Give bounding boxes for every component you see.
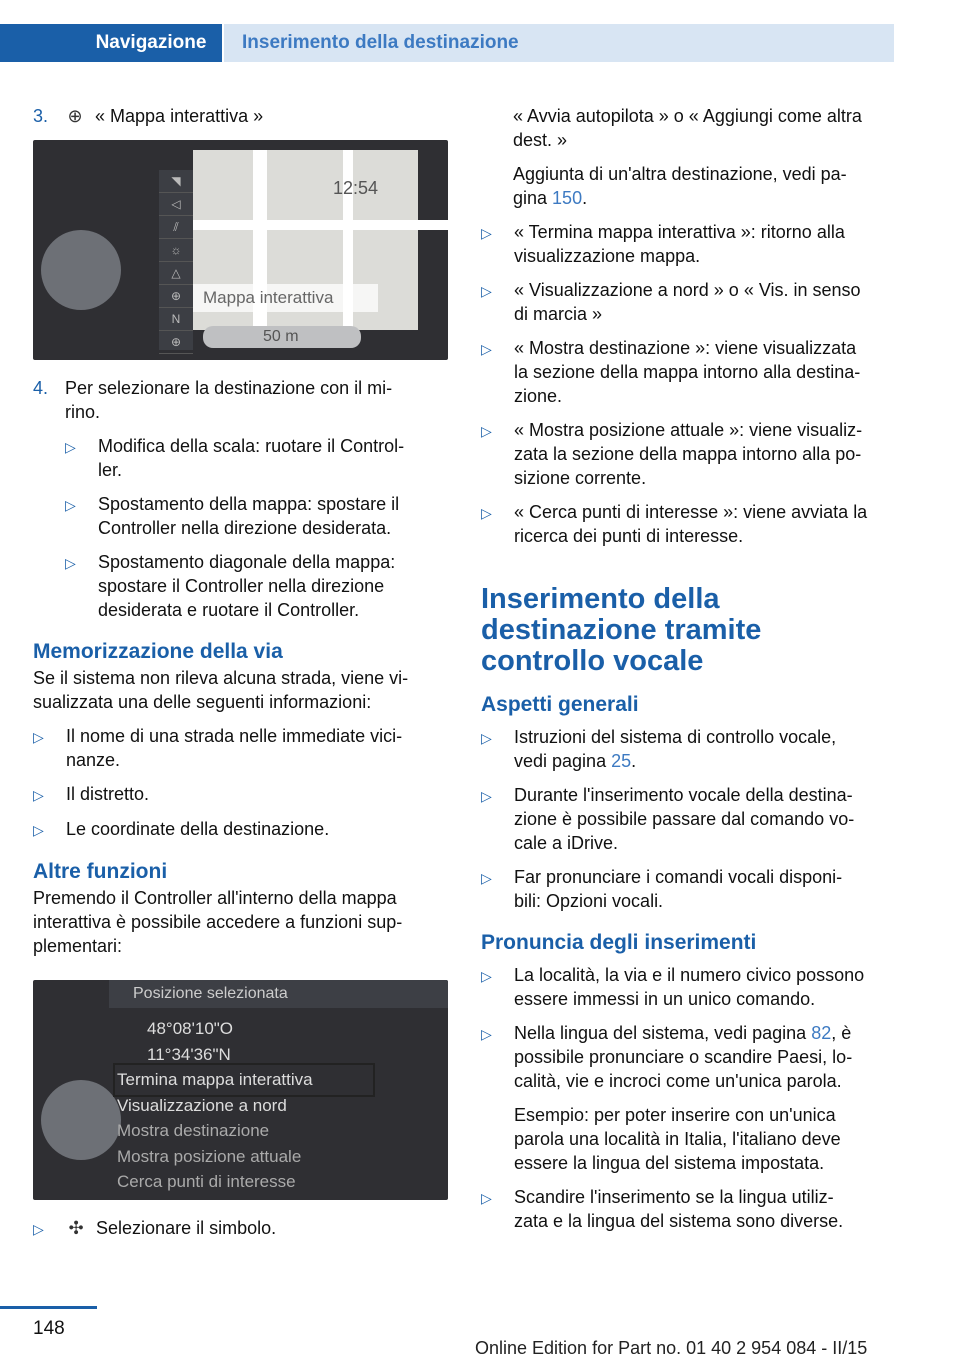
paragraph: Premendo il Controller all'interno della mappa interattiva è possibile accedere a funzioni sup- plementari: <box>33 888 403 956</box>
edition-note: Online Edition for Part no. 01 40 2 954 084 - II/15 <box>475 1338 868 1358</box>
satellite-icon: ✣ <box>68 1218 84 1238</box>
list-item: ▷ Istruzioni del sistema di controllo vocale, vedi pagina 25. <box>481 727 837 771</box>
list-item: ▷ Spostamento diagonale della mappa: spostare il Controller nella direzione desiderata e ruotare il Controller. <box>65 552 396 620</box>
menu-item: Termina mappa interattiva <box>117 1067 371 1093</box>
step-text: Per selezionare la destinazione con il mi- rino. <box>65 378 393 422</box>
section-heading: Memorizzazione della via <box>33 640 283 663</box>
list-item: ▷ Spostamento della mappa: spostare il Controller nella direzione desiderata. <box>65 494 400 538</box>
page-link[interactable]: 150 <box>552 188 583 208</box>
list-item: ▷ « Mostra posizione attuale »: viene visualiz- zata la sezione della mappa intorno alla po- sizione corrente. <box>481 420 863 488</box>
list-item: ▷ Le coordinate della destinazione. <box>33 819 330 839</box>
controller-knob-icon <box>41 230 121 310</box>
step-4 <box>33 376 448 424</box>
page-number: 148 <box>33 1318 65 1339</box>
page-link[interactable]: 82 <box>811 1023 832 1043</box>
step-3 <box>33 104 448 128</box>
clock: 12:54 <box>332 178 378 198</box>
paragraph: Se il sistema non rileva alcuna strada, viene vi- sualizzata una delle seguenti informazioni: <box>33 668 409 712</box>
crosshair-icon: ⊕ <box>67 106 83 126</box>
coordinates: 48°08'10"O 11°34'36"N <box>147 1019 234 1064</box>
page-header <box>0 0 960 62</box>
list-item: ▷ Scandire l'inserimento se la lingua utiliz- zata e la lingua del sistema sono diverse. <box>481 1187 844 1231</box>
list-item: ▷ Il distretto. <box>33 784 150 804</box>
list-item: ▷ « Cerca punti di interesse »: viene avviata la ricerca dei punti di interesse. <box>481 502 868 546</box>
list-item: ▷ Il nome di una strada nelle immediate vici- nanze. <box>33 726 403 770</box>
paragraph: Aggiunta di un'altra destinazione, vedi pa- gina 150. <box>513 164 847 208</box>
controller-knob-icon <box>41 1080 121 1160</box>
list-item: ▷ La località, la via e il numero civico possono essere immessi in un unico comando. <box>481 965 865 1009</box>
list-item: ▷ Far pronunciare i comandi vocali disponi- bili: Opzioni vocali. <box>481 867 843 911</box>
menu-item: Visualizzazione a nord <box>117 1095 287 1115</box>
context-menu <box>117 985 371 1195</box>
section-heading: Aspetti generali <box>481 693 639 716</box>
list-item: ▷ Durante l'inserimento vocale della destina- zione è possibile passare dal comando vo- cale a iDrive. <box>481 785 855 853</box>
list-item: ▷ « Visualizzazione a nord » o « Vis. in senso di marcia » <box>481 280 861 324</box>
map-scale: 50 m <box>203 326 361 348</box>
section-heading: Pronuncia degli inserimenti <box>481 931 757 954</box>
step-number: 4. <box>33 378 49 398</box>
right-column <box>481 104 896 1243</box>
header-subsection: Inserimento della destinazione <box>224 24 894 62</box>
section-heading: Altre funzioni <box>33 860 168 883</box>
menu-item: Cerca punti di interesse <box>117 1172 296 1191</box>
list-item: ▷ Modifica della scala: ruotare il Control- ler. <box>65 436 405 480</box>
header-section: Navigazione <box>80 24 222 62</box>
main-heading: Inserimento della destinazione tramite controllo vocale <box>481 583 762 677</box>
list-item: ▷ ✣ Selezionare il simbolo. <box>33 1218 277 1238</box>
list-item: ▷ « Termina mappa interattiva »: ritorno alla visualizzazione mappa. <box>481 222 845 266</box>
left-column <box>33 104 448 1251</box>
menu-title: Posizione selezionata <box>109 980 448 1008</box>
list-item: ▷ « Mostra destinazione »: viene visualizzata la sezione della mappa intorno alla destina- zione. <box>481 338 861 406</box>
list-item: ▷ Nella lingua del sistema, vedi pagina 82, è possibile pronunciare o scandire Paesi, lo- calità, vie e incroci come un'unica parola. <box>481 1023 853 1091</box>
paragraph: « Avvia autopilota » o « Aggiungi come altra dest. » <box>513 106 862 150</box>
step-number: 3. <box>33 106 49 126</box>
map-caption: Mappa interattiva <box>193 284 378 312</box>
step-text: « Mappa interattiva » <box>95 106 264 126</box>
paragraph: Esempio: per poter inserire con un'unica parola una località in Italia, l'italiano deve essere la lingua del sistema impostata. <box>514 1105 841 1173</box>
map-toolbar: ◥ ◁ ⫽ ☼ △ ⊕ N ⊕ <box>159 170 193 350</box>
page-link[interactable]: 25 <box>611 751 632 771</box>
header-accent <box>0 24 80 62</box>
menu-screenshot <box>33 980 448 1200</box>
interactive-map-screenshot <box>33 140 448 360</box>
menu-item: Mostra destinazione <box>117 1121 270 1140</box>
footer-rule <box>0 1306 97 1309</box>
menu-item: Mostra posizione attuale <box>117 1146 302 1166</box>
